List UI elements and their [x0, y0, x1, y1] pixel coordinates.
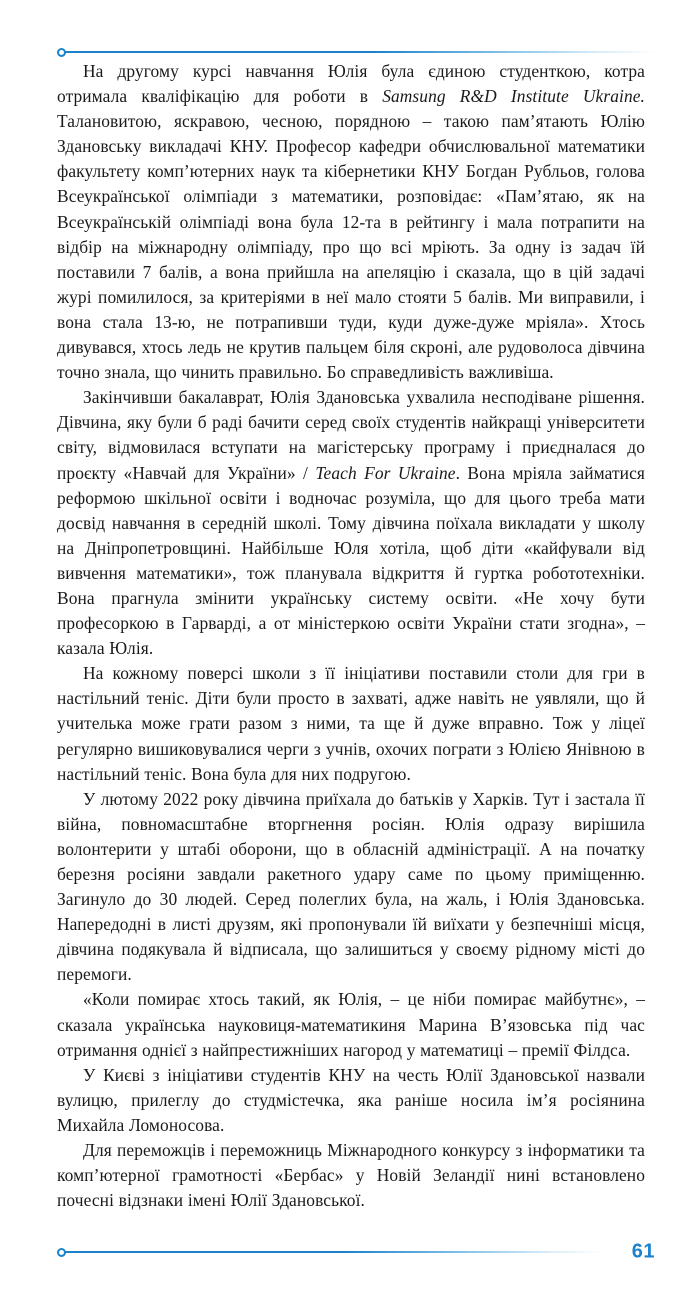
- text-run: Для переможців і переможниць Міжнародного конкурсу з інформатики та комп’ютерної грамотності «Бербас» у Новій Зеландії нині встановлено почесні відзнаки імені Юлії Здановської.: [57, 1140, 645, 1211]
- page-number: 61: [631, 1240, 655, 1263]
- text-run: На кожному поверсі школи з її ініціативи поставили столи для гри в настільний теніс. Діти були просто в захваті, адже навіть не уявляли, що й учителька може грати разом з ними, та ще й дуже вправно. Тож у ліцеї регулярно вишиковувалися черги з учнів, охочих пограти з Юлією Янівною в настільний теніс. Вона була для них подругою.: [57, 663, 645, 784]
- body-paragraph: [57, 1063, 645, 1138]
- rule-line: [64, 51, 657, 53]
- italic-text-run: Samsung R&D Institute Ukraine.: [382, 86, 646, 107]
- horizontal-rule-top: [57, 45, 657, 59]
- body-paragraph: [57, 661, 645, 786]
- body-paragraph: [57, 385, 645, 661]
- rule-line: [64, 1251, 602, 1253]
- italic-text-run: Teach For Ukraine: [315, 462, 456, 483]
- text-run: На другому курсі навчання Юлія була єдиною студенткою, котра отримала кваліфікацію для роботи в: [57, 61, 645, 107]
- body-paragraph: [57, 787, 645, 988]
- body-paragraph: [57, 1138, 645, 1213]
- text-run: У Києві з ініціативи студентів КНУ на честь Юлії Здановської назвали вулицю, прилеглу до студмістечка, яка раніше носила ім’я росіянина Михайла Ломоносова.: [57, 1064, 645, 1135]
- text-run: Закінчивши бакалаврат, Юлія Здановська ухвалила несподіване рішення. Дівчина, яку були б раді бачити серед своїх студентів найкращі університети світу, відмовилася вступати на магістерську програму і приєдналася до проєкту «Навчай для України» /: [57, 387, 645, 483]
- body-paragraph: [57, 59, 645, 385]
- text-run: «Коли помирає хтось такий, як Юлія, – це ніби помирає майбутнє», – сказала українська науковиця-математикиня Марина В’язовська під час отримання однієї з найпрестижніших нагород у математиці – премії Філдса.: [57, 989, 645, 1060]
- text-run: Талановитою, яскравою, чесною, порядною – такою пам’ятають Юлію Здановську викладачі КНУ. Професор кафедри обчислювальної математики факультету комп’ютерних наук та кібернетики КНУ Богдан Рубльов, голова Всеукраїнської олімпіади з математики, розповідає: «Пам’ятаю, як на Всеукраїнській олімпіаді вона була 12-та в рейтингу і мала потрапити на відбір на міжнародну олімпіаду, про що всі мріють. За одну із задач їй поставили 7 балів, а вона прийшла на апеляцію і сказала, що в цій задачі журі помилилося, за критеріями в неї мало стояти 5 балів. Ми виправили, і вона стала 13-ю, не потрапивши туди, куди дуже-дуже мріяла». Хтось дивувався, хтось ледь не крутив пальцем біля скроні, але рудоволоса дівчина точно знала, що чинить правильно. Бо справедливість важливіша.: [57, 111, 645, 383]
- page-footer: [0, 1213, 695, 1291]
- article-body: [57, 59, 645, 1213]
- text-run: У лютому 2022 року дівчина приїхала до батьків у Харків. Тут і застала її війна, повномасштабне вторгнення росіян. Юлія одразу вирішила волонтерити у штабі оборони, що в обласній адміністрації. А на початку березня росіяни завдали ракетного удару саме по цьому приміщенню. Загинуло до 30 людей. Серед полеглих була, на жаль, і Юлія Здановська. Напередодні в листі друзям, які пропонували їй виїхати у безпечніші місця, дівчина подякувала й відписала, що залишиться у своєму рідному місті до перемоги.: [57, 788, 645, 985]
- horizontal-rule-bottom: [57, 1245, 602, 1259]
- text-run: . Вона мріяла займатися реформою шкільної освіти і водночас розуміла, що для цього треба мати досвід навчання в середній школі. Тому дівчина поїхала викладати у школу на Дніпропетровщині. Найбільше Юля хотіла, щоб діти «кайфували від вивчення математики», тож планувала відкриття й гуртка робототехніки. Вона прагнула змінити українську систему освіти. «Не хочу бути професоркою в Гарварді, а от міністеркою освіти України стати згодна», – казала Юлія.: [57, 462, 645, 659]
- body-paragraph: [57, 987, 645, 1062]
